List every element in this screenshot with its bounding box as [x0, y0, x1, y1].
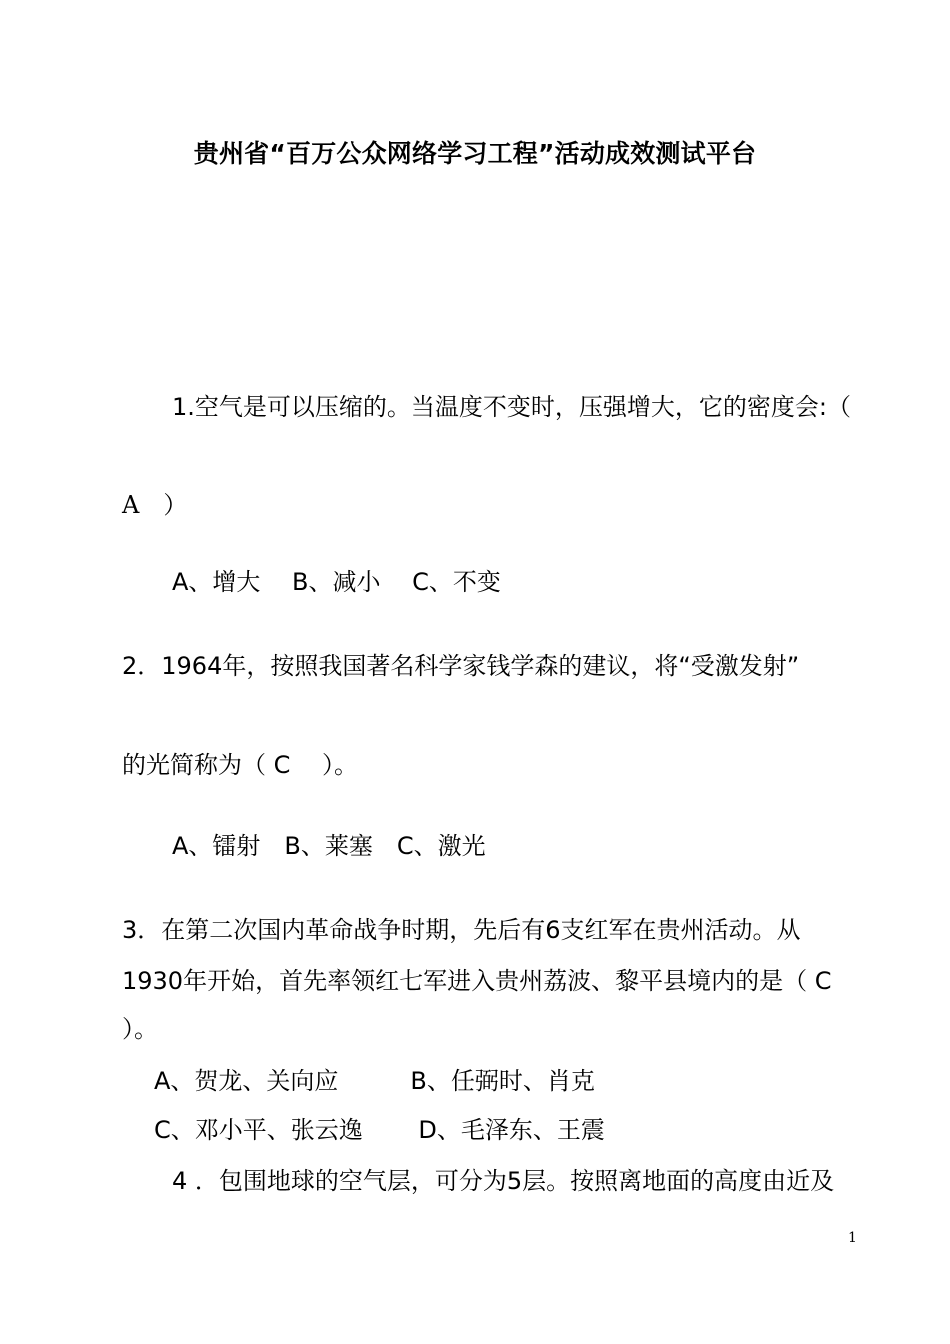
question-2-text: 2．1964年，按照我国著名科学家钱学森的建议，将“受激发射” — [122, 652, 800, 680]
question-2-answer: 的光简称为（ C ）。 — [122, 751, 359, 779]
question-1-answer: A ） — [122, 491, 188, 519]
question-4-text: 4 ．包围地球的空气层，可分为5层。按照离地面的高度由近及 — [172, 1167, 835, 1195]
question-3-text: 3．在第二次国内革命战争时期，先后有6支红军在贵州活动。从 — [122, 916, 801, 944]
question-3-options-row-2: C、邓小平、张云逸 D、毛泽东、王震 — [154, 1116, 605, 1144]
document-title: 贵州省“百万公众网络学习工程”活动成效测试平台 — [193, 139, 757, 168]
question-3-options-row-1: A、贺龙、关向应 B、任弼时、肖克 — [154, 1067, 595, 1095]
page-number: 1 — [848, 1230, 857, 1246]
question-1-options: A、增大 B、减小 C、不变 — [172, 568, 501, 596]
question-3-text-end: ）。 — [122, 1015, 158, 1043]
question-2-options: A、镭射 B、莱塞 C、激光 — [172, 832, 486, 860]
question-1-text: 1.空气是可以压缩的。当温度不变时，压强增大，它的密度会:（ — [172, 393, 851, 421]
question-3-text-continued: 1930年开始，首先率领红七军进入贵州荔波、黎平县境内的是（ C — [122, 967, 832, 995]
